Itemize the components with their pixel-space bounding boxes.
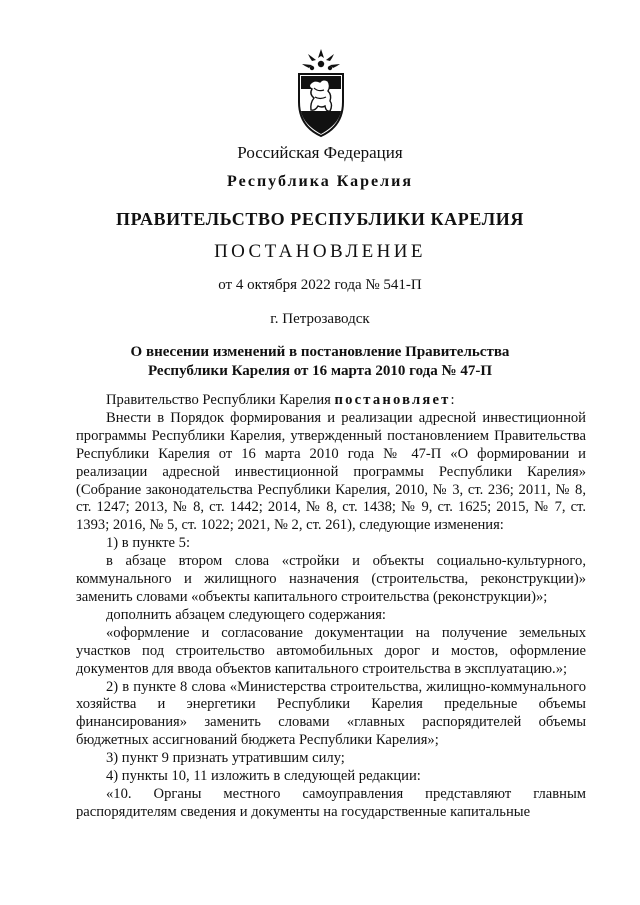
paragraph: «оформление и согласование документации на получение земельных участков под строительство автомобильных дорог и мостов, оформление документов для ввода объектов капитального строительства в эксплуатацию.»; [76, 624, 586, 677]
title-line-2: Республики Карелия от 16 марта 2010 года № 47-П [147, 363, 493, 379]
title-line-1: О внесении изменений в постановление Правительства [130, 344, 510, 360]
document-body [76, 392, 586, 822]
paragraph: 4) пункты 10, 11 изложить в следующей редакции: [106, 768, 421, 785]
city: г. Петрозаводск [270, 311, 370, 327]
paragraph: 2) в пункте 8 слова «Министерства строительства, жилищно-коммунального хозяйства и энергетики Республики Карелия предельные объемы финансирования» заменить словами «главных распорядителей объемы бюджетных ассигнований бюджета Республики Карелия»; [76, 678, 586, 749]
paragraph: «10. Органы местного самоуправления представляют главным распорядителям сведения и документы на государственные капитальные [76, 785, 586, 820]
paragraph: в абзаце втором слова «стройки и объекты социально-культурного, коммунального и жилищного назначения (строительства, реконструкции)» заменить словами «объекты капитального строительства (реконструкции)»; [76, 553, 586, 605]
karelia-coat-of-arms-icon [295, 48, 347, 138]
intro-spaced-word: постановляет [334, 392, 451, 408]
document-type: ПОСТАНОВЛЕНИЕ [214, 241, 426, 262]
paragraph: Внести в Порядок формирования и реализации адресной инвестиционной программы Республики Карелия, утвержденный постановлением Правительства Республики Карелия от 16 марта 2010 года № 47-П «О формировании и реализации адресной инвестиционной программы Республики Карелия» (Собрание законодательства Республики Карелия, 2010, № 3, ст. 236; 2011, № 8, ст. 1247; 2013, № 8, ст. 1442; 2014, № 8, ст. 1438; № 9, ст. 1625; 2015, № 7, ст. 1393; 2016, № 5, ст. 1022; 2021, № 2, ст. 261), следующие изменения: [76, 409, 586, 534]
intro-suffix: : [450, 392, 455, 408]
republic-name: Республика Карелия [227, 173, 413, 190]
document-title [0, 343, 640, 381]
country-name: Российская Федерация [237, 143, 403, 162]
government-heading: ПРАВИТЕЛЬСТВО РЕСПУБЛИКИ КАРЕЛИЯ [116, 209, 524, 229]
paragraph: 1) в пункте 5: [106, 535, 191, 552]
intro-prefix: Правительство Республики Карелия [106, 392, 335, 408]
paragraph: дополнить абзацем следующего содержания: [106, 606, 386, 623]
intro-paragraph [76, 392, 586, 410]
date-and-number: от 4 октября 2022 года № 541-П [218, 277, 422, 293]
paragraph: 3) пункт 9 признать утратившим силу; [106, 750, 345, 767]
